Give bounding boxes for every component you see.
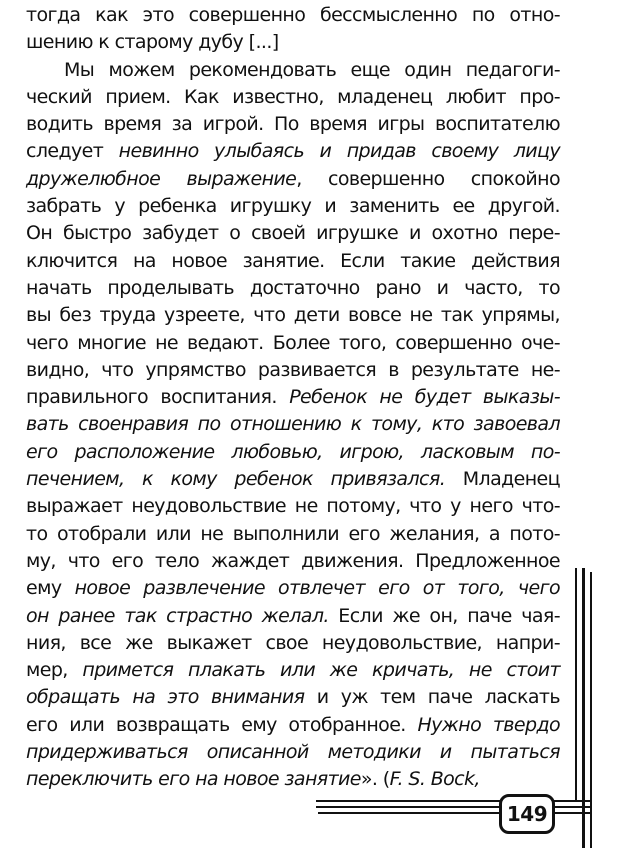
text-line — [26, 439, 560, 466]
italic-text-segment: дружелюбное выражение — [26, 167, 297, 190]
text-line — [26, 712, 560, 739]
text-line — [26, 603, 560, 630]
text-segment: чего многие не ведают. Более того, совершенно оче- — [26, 331, 560, 354]
text-segment: ния, все же выкажет свое неудовольствие, напри- — [26, 631, 560, 654]
text-segment: Младенец — [445, 468, 560, 491]
text-segment: ». ( — [360, 768, 390, 791]
text-segment: видно, что упрямство развивается в результате не- — [26, 358, 560, 381]
text-line — [26, 29, 560, 56]
italic-text-segment: переключить его на новое занятие — [26, 768, 361, 791]
text-line — [26, 521, 560, 548]
text-segment: следует — [26, 140, 119, 163]
decorative-vertical-rule — [575, 568, 577, 800]
italic-text-segment: Ребенок не будет выказы- — [289, 386, 560, 409]
text-segment: то отобрали или не выполнили его желания, а пото- — [26, 522, 560, 545]
text-segment: ключится на новое занятие. Если такие действия — [26, 249, 560, 272]
text-segment: ческий прием. Как известно, младенец любит про- — [26, 85, 560, 108]
italic-text-segment: печением, к кому ребенок привязался. — [26, 468, 446, 491]
text-line — [26, 766, 560, 793]
text-segment: , совершенно спокойно — [296, 167, 560, 190]
text-line — [26, 657, 560, 684]
text-line — [26, 575, 560, 602]
text-line — [26, 384, 560, 411]
italic-text-segment: его расположение любовью, игрою, ласковым по- — [26, 440, 560, 463]
text-segment: и уж тем паче ласкать — [304, 686, 560, 709]
text-segment: забрать у ребенка игрушку и заменить ее другой. — [26, 195, 560, 218]
text-line — [26, 548, 560, 575]
page-number: 149 — [499, 794, 555, 834]
text-segment: выражает неудовольствие не потому, что у него что- — [26, 495, 560, 518]
italic-text-segment: придерживаться описанной методики и пытаться — [26, 741, 560, 764]
text-segment: водить время за игрой. По время игры воспитателю — [26, 113, 560, 136]
text-segment: его или возвращать ему отобранное. — [26, 713, 418, 736]
text-line — [26, 275, 560, 302]
text-segment: мер, — [26, 659, 83, 682]
text-segment: вы без труда узреете, что дети вовсе не так упрямы, — [26, 304, 560, 327]
text-line — [26, 330, 560, 357]
text-line — [26, 739, 560, 766]
italic-text-segment: невинно улыбаясь и придав своему лицу — [118, 140, 560, 163]
italic-text-segment: F. S. Bock, — [389, 768, 480, 791]
body-text — [26, 2, 560, 794]
italic-text-segment: он ранее так страстно желал. — [26, 604, 329, 627]
text-segment: Мы можем рекомендовать еще один педагоги- — [64, 58, 560, 81]
text-segment: ему — [26, 577, 75, 600]
text-line — [26, 57, 560, 84]
italic-text-segment: обращать на это внимания — [26, 686, 305, 709]
text-line — [26, 166, 560, 193]
italic-text-segment: Нужно твердо — [417, 713, 561, 736]
text-segment: му, что его тело жаждет движения. Предложенное — [26, 549, 560, 572]
text-line — [26, 193, 560, 220]
text-segment: начать проделывать достаточно рано и часто, то — [26, 276, 560, 299]
text-line — [26, 84, 560, 111]
text-segment: Он быстро забудет о своей игрушке и охотно пере- — [26, 222, 560, 245]
text-line — [26, 411, 560, 438]
text-segment: правильного воспитания. — [26, 386, 290, 409]
text-line — [26, 302, 560, 329]
decorative-vertical-rule — [590, 572, 592, 848]
text-line — [26, 684, 560, 711]
italic-text-segment: новое развлечение отвлечет его от того, чего — [74, 577, 560, 600]
text-segment: шению к старому дубу [...] — [26, 31, 279, 54]
text-line — [26, 357, 560, 384]
text-line — [26, 248, 560, 275]
italic-text-segment: примется плакать или же кричать, не стоит — [82, 659, 560, 682]
text-line — [26, 111, 560, 138]
text-segment: Если же он, паче чая- — [328, 604, 561, 627]
text-line — [26, 630, 560, 657]
text-line — [26, 2, 560, 29]
text-line — [26, 493, 560, 520]
italic-text-segment: вать своенравия по отношению к тому, кто завоевал — [26, 413, 560, 436]
text-line — [26, 220, 560, 247]
text-segment: тогда как это совершенно бессмысленно по отно- — [26, 4, 560, 26]
text-line — [26, 138, 560, 165]
text-line — [26, 466, 560, 493]
